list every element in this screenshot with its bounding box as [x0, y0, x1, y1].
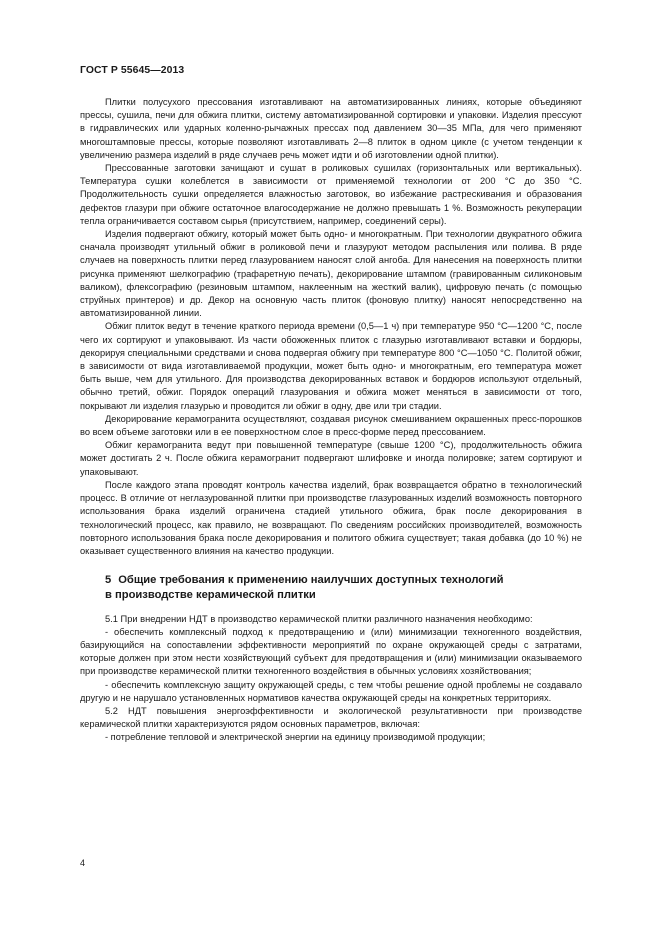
- paragraph: Декорирование керамогранита осуществляют, создавая рисунок смешиванием окрашенных пресс-порошков во всем объеме заготовки или в ее поверхностном слое в пресс-форме перед прессованием.: [80, 413, 582, 438]
- paragraph: Обжиг керамогранита ведут при повышенной температуре (свыше 1200 °С), продолжительность обжига может достигать 2 ч. После обжига керамогранит подвергают шлифовке и иногда полировке; затем сортируют и упаковывают.: [80, 440, 582, 477]
- clause-paragraph: 5.2 НДТ повышения энергоэффективности и экологической результативности при производстве керамической плитки характеризуются рядом основных параметров, включая:: [80, 705, 582, 730]
- paragraph: Изделия подвергают обжигу, который может быть одно- и многократным. При технологии двукратного обжига сначала производят утильный обжиг в роликовой печи и глазуруют методом распыления или полива. В ряде случаев на поверхность плитки перед глазурованием наносят слой ангоба. Для нанесения на поверхность плитки рисунка применяют шелкографию (трафаретную печать), декорирование штампом (гравированным силиконовым валиком), флексографию (резиновым штампом, наклеенным на жесткий валик), цифровую печать (с помощью струйных принтеров) и др. Декор на основную часть плиток (фоновую плитку) наносят непосредственно на автоматизированной линии.: [80, 229, 582, 319]
- paragraph: Прессованные заготовки зачищают и сушат в роликовых сушилах (горизонтальных или вертикальных). Температура сушки колеблется в зависимости от применяемой технологии от 200 °С до 350 °С. Продолжительность сушки определяется влажностью заготовок, во избежание растрескивания и образования дефектов глазури при обжиге остаточное влагосодержание не должно превышать 1 %. Возможность рекуперации тепла ограничивается составом сырья (присутствием, например, соединений серы).: [80, 163, 582, 226]
- clause-paragraph: 5.1 При внедрении НДТ в производство керамической плитки различного назначения необходимо:: [105, 613, 533, 624]
- section-number: 5: [105, 574, 112, 587]
- document-header: ГОСТ Р 55645—2013: [80, 65, 185, 76]
- document-body: [80, 96, 582, 745]
- paragraph: Плитки полусухого прессования изготавливают на автоматизированных линиях, которые объединяют прессы, сушила, печи для обжига плитки, систему автоматизированной сортировки и упаковки. Изделия прессуют в гидравлических или ударных коленно-рычажных прессах под давлением 30—35 МПа, для чего применяют многоштамповые прессы, которые позволяют изготавливать 2—8 плиток в одном цикле (с учетом тенденции к увеличению размера изделий в ряде случаев речь может идти и об изготовлении одной плитки).: [80, 97, 582, 160]
- paragraph: После каждого этапа проводят контроль качества изделий, брак возвращается обратно в технологический процесс. В отличие от неглазурованной плитки при производстве глазурованных изделий возможность повторного использования брака изделий ограничена стадией утильного обжига, брак после декорирования в технологический процесс, как правило, не возвращают. По сведениям российских производителей, возможность повторного использования брака после декорирования и политого обжига существует; такая добавка (до 10 %) не оказывает существенного влияния на качество продукции.: [80, 479, 582, 556]
- list-item: - обеспечить комплексный подход к предотвращению и (или) минимизации техногенного воздействия, базирующийся на сопоставлении эффективности мероприятий по охране окружающей среды с затратами, которые должен при этом нести хозяйствующий субъект для предотвращения и (или) минимизации оказываемого при производстве керамической плитки техногенного воздействия в обычных условиях хозяйствования;: [80, 626, 582, 677]
- paragraph: Обжиг плиток ведут в течение краткого периода времени (0,5—1 ч) при температуре 950 °С—1200 °С, после чего их сортируют и упаковывают. Из части обожженных плиток с глазурью изготавливают вставки и бордюры, декорируя специальными средствами и снова подвергая обжигу при температуре 800 °С—1050 °С. Политой обжиг, в зависимости от вида изготавливаемой продукции, может быть одно- и многократным, его температура может быть выше, чем для утильного. Для производства декорированных вставок и бордюров используют отдельный, обычно третий, обжиг. Порядок операций глазурования и обжига может меняться в зависимости от того, покрывают ли изделия глазурью и проводится ли обжиг в одну, две или три стадии.: [80, 321, 582, 411]
- section-title-line-1: Общие требования к применению наилучших доступных технологий: [118, 574, 504, 587]
- list-item: - обеспечить комплексную защиту окружающей среды, с тем чтобы решение одной проблемы не создавало другую и не нарушало установленных нормативов качества окружающей среды на конкретных территориях.: [80, 679, 582, 703]
- list-item: - потребление тепловой и электрической энергии на единицу производимой продукции;: [105, 732, 486, 743]
- section-heading: [80, 573, 582, 603]
- page-number: 4: [80, 858, 86, 868]
- section-title-line-2: в производстве керамической плитки: [105, 589, 316, 602]
